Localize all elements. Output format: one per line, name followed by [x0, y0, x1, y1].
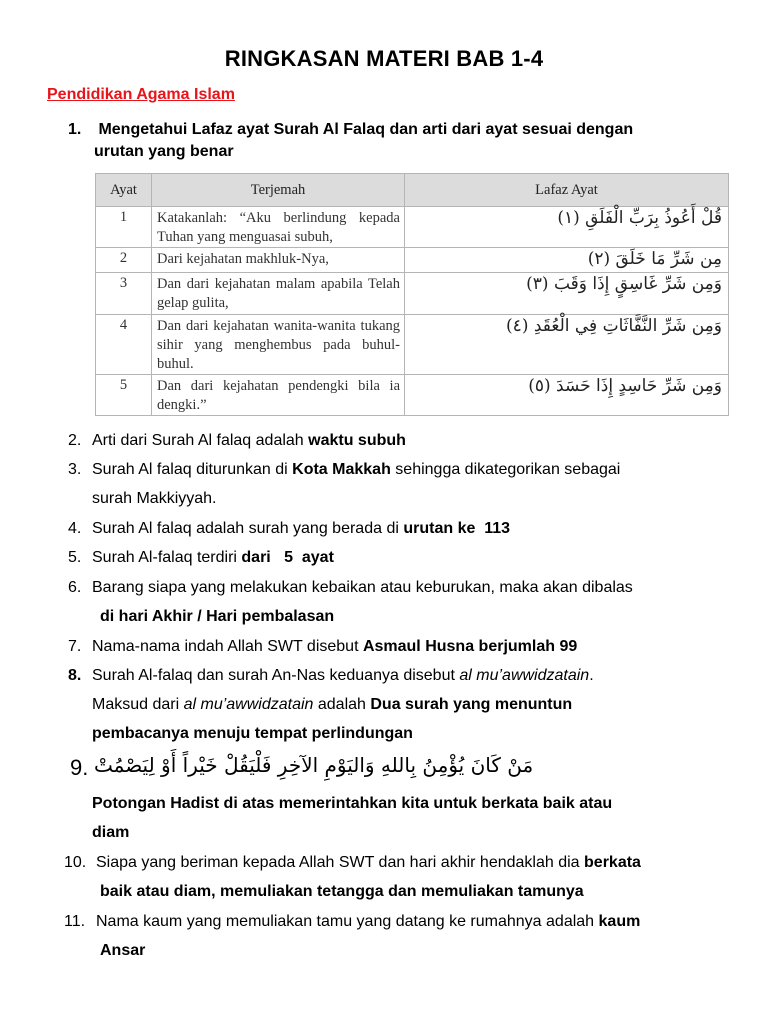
- list-item-1: [68, 119, 718, 163]
- subject-heading: Pendidikan Agama Islam: [47, 86, 235, 103]
- item-text-cont: surah Makkiyyah.: [92, 490, 217, 507]
- item-text: Potongan Hadist di atas memerintahkan kita untuk berkata baik atau: [92, 795, 613, 812]
- item-text: Surah Al falaq adalah surah yang berada di urutan ke 113: [92, 520, 511, 537]
- item-text: Mengetahui Lafaz ayat Surah Al Falaq dan arti dari ayat sesuai dengan: [98, 121, 634, 138]
- cell-terjemah: Dan dari kejahatan wanita-wanita tukang sihir yang menghembus pada buhul-buhul.: [152, 315, 405, 375]
- list-item-8: [68, 665, 758, 745]
- cell-lafaz: قُلْ أَعُوذُ بِرَبِّ الْفَلَقِ (١): [405, 207, 729, 248]
- list-item-10: [64, 852, 758, 903]
- cell-terjemah: Dari kejahatan makhluk-Nya,: [152, 248, 405, 273]
- item-number: 10.: [64, 854, 87, 871]
- item-text-cont: diam: [92, 824, 130, 841]
- item-text: Siapa yang beriman kepada Allah SWT dan hari akhir hendaklah dia berkata: [96, 854, 641, 871]
- list-item-6: [68, 577, 758, 628]
- table-row: [96, 375, 729, 416]
- list-item-3: [68, 459, 758, 510]
- table-row: [96, 315, 729, 375]
- item-text: Surah Al-falaq dan surah An-Nas keduanya disebut al mu’awwidzatain.: [92, 667, 594, 684]
- item-text: Arti dari Surah Al falaq adalah waktu subuh: [92, 432, 406, 449]
- table-row: [96, 273, 729, 315]
- cell-lafaz: وَمِن شَرِّ النَّفَّاثَاتِ فِي الْعُقَدِ (٤): [405, 315, 729, 375]
- item-text: Barang siapa yang melakukan kebaikan atau keburukan, maka akan dibalas: [92, 579, 633, 596]
- item-text-cont: Maksud dari al mu’awwidzatain adalah Dua surah yang menuntun: [92, 696, 573, 713]
- list-item-7: [68, 636, 758, 658]
- list-item-4: [68, 518, 758, 540]
- col-header-ayat: Ayat: [96, 174, 152, 207]
- item-number: 3.: [68, 461, 82, 478]
- item-number: 2.: [68, 432, 82, 449]
- item-text-cont: pembacanya menuju tempat perlindungan: [92, 725, 413, 742]
- table-row: [96, 207, 729, 248]
- item-number: 6.: [68, 579, 82, 596]
- item-number: 7.: [68, 638, 82, 655]
- item-text: Nama kaum yang memuliakan tamu yang datang ke rumahnya adalah kaum: [96, 913, 641, 930]
- cell-terjemah: Dan dari kejahatan malam apabila Telah gelap gulita,: [152, 273, 405, 315]
- item-text-cont: urutan yang benar: [94, 143, 234, 160]
- item-text-cont: baik atau diam, memuliakan tetangga dan memuliakan tamunya: [100, 883, 584, 900]
- list-item-11: [64, 911, 758, 962]
- cell-lafaz: مِن شَرِّ مَا خَلَقَ (٢): [405, 248, 729, 273]
- cell-lafaz: وَمِن شَرِّ غَاسِقٍ إِذَا وَقَبَ (٣): [405, 273, 729, 315]
- col-header-terjemah: Terjemah: [152, 174, 405, 207]
- table-header-row: [96, 174, 729, 207]
- surah-table: [95, 173, 729, 416]
- item-number: 1.: [68, 121, 82, 138]
- cell-ayat: 5: [96, 375, 152, 416]
- item-text: Nama-nama indah Allah SWT disebut Asmaul Husna berjumlah 99: [92, 638, 578, 655]
- cell-ayat: 3: [96, 273, 152, 315]
- page-title: RINGKASAN MATERI BAB 1-4: [224, 46, 544, 71]
- list-item-9: [68, 793, 758, 844]
- cell-terjemah: Katakanlah: “Aku berlindung kepada Tuhan yang menguasai subuh,: [152, 207, 405, 248]
- list-item-5: [68, 547, 758, 569]
- cell-ayat: 2: [96, 248, 152, 273]
- item-number: 5.: [68, 549, 82, 566]
- item-text: Surah Al falaq diturunkan di Kota Makkah sehingga dikategorikan sebagai: [92, 461, 621, 478]
- item-text-cont: di hari Akhir / Hari pembalasan: [100, 608, 335, 625]
- cell-ayat: 1: [96, 207, 152, 248]
- item-number: 4.: [68, 520, 82, 537]
- cell-lafaz: وَمِن شَرِّ حَاسِدٍ إِذَا حَسَدَ (٥): [405, 375, 729, 416]
- cell-terjemah: Dan dari kejahatan pendengki bila ia dengki.”: [152, 375, 405, 416]
- hadith-line: [70, 753, 590, 787]
- item-number: 9.: [70, 755, 89, 780]
- col-header-lafaz: Lafaz Ayat: [405, 174, 729, 207]
- item-number: 11.: [64, 913, 86, 930]
- table-row: [96, 248, 729, 273]
- item-text: Surah Al-falaq terdiri dari 5 ayat: [92, 549, 334, 566]
- cell-ayat: 4: [96, 315, 152, 375]
- list-item-2: [68, 430, 758, 452]
- item-text-cont: Ansar: [100, 942, 146, 959]
- item-number: 8.: [68, 667, 82, 684]
- hadith-arabic: مَنْ كَانَ يُؤْمِنُ بِاللهِ وَاليَوْمِ الآخِرِ فَلْيَقُلْ خَيْراً أَوْ لِيَصْمُتْ: [94, 753, 534, 777]
